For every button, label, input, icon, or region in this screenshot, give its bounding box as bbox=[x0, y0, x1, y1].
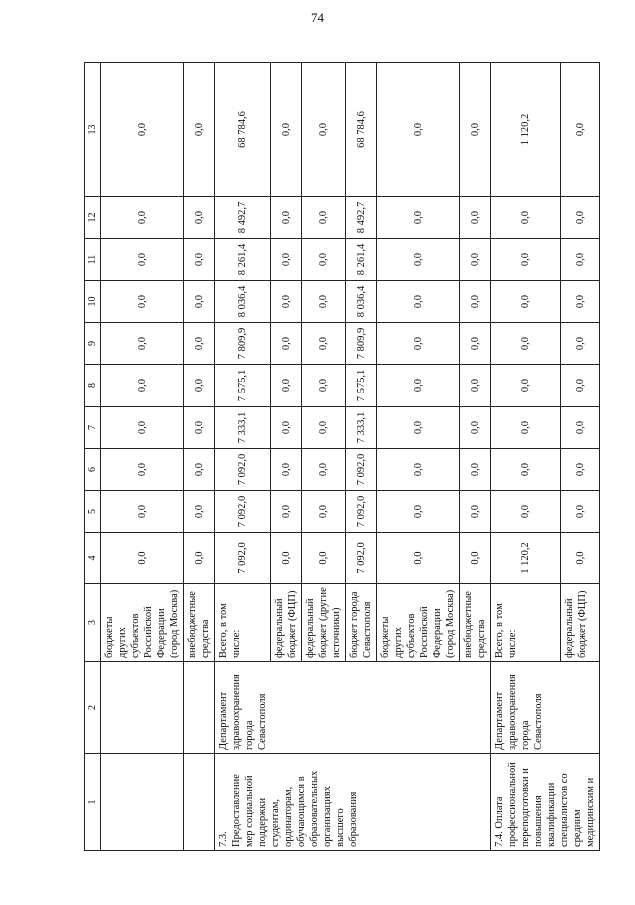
value-cell: 0,0 bbox=[184, 533, 215, 584]
value-cell: 0,0 bbox=[271, 449, 302, 491]
funding-source-cell: внебюджетные средства bbox=[184, 584, 215, 662]
value-cell: 7 092,0 bbox=[346, 491, 377, 533]
value-cell: 8 261,4 bbox=[346, 239, 377, 281]
value-cell: 0,0 bbox=[377, 449, 460, 491]
value-cell: 0,0 bbox=[491, 407, 561, 449]
column-number: 7 bbox=[85, 407, 101, 449]
value-cell: 0,0 bbox=[491, 239, 561, 281]
value-cell: 0,0 bbox=[271, 197, 302, 239]
value-cell: 0,0 bbox=[184, 407, 215, 449]
value-cell: 0,0 bbox=[101, 407, 184, 449]
column-number: 2 bbox=[85, 662, 101, 754]
value-cell: 1 120,2 bbox=[491, 63, 561, 197]
value-cell: 0,0 bbox=[184, 323, 215, 365]
funding-source-cell: федеральный бюджет (ФЦП) bbox=[271, 584, 302, 662]
value-cell: 0,0 bbox=[184, 239, 215, 281]
value-cell: 0,0 bbox=[184, 197, 215, 239]
value-cell: 0,0 bbox=[460, 63, 491, 197]
value-cell: 0,0 bbox=[491, 365, 561, 407]
value-cell: 0,0 bbox=[101, 533, 184, 584]
value-cell: 0,0 bbox=[184, 365, 215, 407]
column-number-row bbox=[85, 63, 101, 851]
funding-source-cell: бюджеты других субъектов Российской Федерации (город Москва) bbox=[377, 584, 460, 662]
rotated-table-frame bbox=[84, 63, 596, 851]
value-cell: 0,0 bbox=[101, 491, 184, 533]
value-cell: 7 575,1 bbox=[346, 365, 377, 407]
value-cell: 0,0 bbox=[184, 63, 215, 197]
value-cell: 0,0 bbox=[561, 449, 600, 491]
column-number: 10 bbox=[85, 281, 101, 323]
value-cell: 8 036,4 bbox=[215, 281, 271, 323]
value-cell: 0,0 bbox=[184, 281, 215, 323]
value-cell: 0,0 bbox=[302, 407, 346, 449]
funding-source-cell: бюджеты других субъектов Российской Федерации (город Москва) bbox=[101, 584, 184, 662]
value-cell: 0,0 bbox=[302, 323, 346, 365]
table-body bbox=[85, 63, 600, 851]
value-cell: 0,0 bbox=[101, 239, 184, 281]
column-number: 11 bbox=[85, 239, 101, 281]
value-cell: 0,0 bbox=[271, 365, 302, 407]
value-cell: 0,0 bbox=[561, 365, 600, 407]
value-cell: 0,0 bbox=[271, 323, 302, 365]
value-cell: 0,0 bbox=[101, 197, 184, 239]
funding-source-cell: федеральный бюджет (другие источники) bbox=[302, 584, 346, 662]
table-row bbox=[215, 63, 271, 851]
value-cell: 8 492,7 bbox=[215, 197, 271, 239]
value-cell: 0,0 bbox=[491, 197, 561, 239]
value-cell: 0,0 bbox=[377, 197, 460, 239]
column-number: 6 bbox=[85, 449, 101, 491]
funding-source-cell: федеральный бюджет (ФЦП) bbox=[561, 584, 600, 662]
column-number: 9 bbox=[85, 323, 101, 365]
value-cell: 8 492,7 bbox=[346, 197, 377, 239]
value-cell: 0,0 bbox=[101, 449, 184, 491]
funding-source-cell: Всего, в том числе: bbox=[215, 584, 271, 662]
executor-cell bbox=[101, 662, 184, 754]
executor-cell: Департамент здравоохранения города Севастополя bbox=[491, 662, 600, 754]
value-cell: 0,0 bbox=[491, 323, 561, 365]
executor-cell: Департамент здравоохранения города Севастополя bbox=[215, 662, 491, 754]
measure-cell bbox=[184, 754, 215, 851]
value-cell: 7 809,9 bbox=[215, 323, 271, 365]
value-cell: 0,0 bbox=[184, 449, 215, 491]
value-cell: 0,0 bbox=[101, 365, 184, 407]
column-number: 5 bbox=[85, 491, 101, 533]
measure-cell: 7.4. Оплата профессиональной переподготовки и повышения квалификации специалистов со средним медицинским и bbox=[491, 754, 600, 851]
value-cell: 0,0 bbox=[460, 239, 491, 281]
value-cell: 0,0 bbox=[561, 491, 600, 533]
column-number: 13 bbox=[85, 63, 101, 197]
value-cell: 0,0 bbox=[561, 323, 600, 365]
value-cell: 0,0 bbox=[460, 197, 491, 239]
value-cell: 0,0 bbox=[184, 491, 215, 533]
value-cell: 7 092,0 bbox=[215, 491, 271, 533]
value-cell: 7 092,0 bbox=[215, 533, 271, 584]
value-cell: 68 784,6 bbox=[215, 63, 271, 197]
value-cell: 0,0 bbox=[101, 281, 184, 323]
value-cell: 0,0 bbox=[460, 533, 491, 584]
value-cell: 0,0 bbox=[302, 63, 346, 197]
funding-source-cell: внебюджетные средства bbox=[460, 584, 491, 662]
value-cell: 0,0 bbox=[491, 281, 561, 323]
value-cell: 0,0 bbox=[561, 239, 600, 281]
page-number: 74 bbox=[311, 10, 324, 25]
value-cell: 0,0 bbox=[302, 491, 346, 533]
table-row bbox=[184, 63, 215, 851]
value-cell: 0,0 bbox=[491, 491, 561, 533]
value-cell: 0,0 bbox=[377, 63, 460, 197]
value-cell: 0,0 bbox=[101, 63, 184, 197]
value-cell: 7 092,0 bbox=[346, 533, 377, 584]
value-cell: 0,0 bbox=[271, 239, 302, 281]
measure-cell bbox=[101, 754, 184, 851]
column-number: 1 bbox=[85, 754, 101, 851]
value-cell: 0,0 bbox=[377, 365, 460, 407]
table-row bbox=[101, 63, 184, 851]
value-cell: 0,0 bbox=[271, 533, 302, 584]
value-cell: 0,0 bbox=[271, 281, 302, 323]
value-cell: 68 784,6 bbox=[346, 63, 377, 197]
table-row bbox=[491, 63, 561, 851]
measure-cell: 7.3. Предоставление мер социальной поддержки студентам, ординаторам, обучающимся в образовательных организациях высшего образования bbox=[215, 754, 491, 851]
value-cell: 0,0 bbox=[302, 365, 346, 407]
value-cell: 8 036,4 bbox=[346, 281, 377, 323]
value-cell: 7 092,0 bbox=[346, 449, 377, 491]
value-cell: 0,0 bbox=[561, 63, 600, 197]
value-cell: 0,0 bbox=[460, 407, 491, 449]
funding-source-cell: бюджет города Севастополя bbox=[346, 584, 377, 662]
value-cell: 0,0 bbox=[561, 407, 600, 449]
value-cell: 0,0 bbox=[302, 239, 346, 281]
value-cell: 0,0 bbox=[377, 281, 460, 323]
value-cell: 7 333,1 bbox=[346, 407, 377, 449]
executor-cell bbox=[184, 662, 215, 754]
value-cell: 0,0 bbox=[101, 323, 184, 365]
value-cell: 0,0 bbox=[460, 449, 491, 491]
value-cell: 0,0 bbox=[491, 449, 561, 491]
value-cell: 0,0 bbox=[302, 281, 346, 323]
value-cell: 0,0 bbox=[302, 197, 346, 239]
value-cell: 0,0 bbox=[271, 407, 302, 449]
value-cell: 0,0 bbox=[271, 63, 302, 197]
value-cell: 0,0 bbox=[561, 533, 600, 584]
value-cell: 7 333,1 bbox=[215, 407, 271, 449]
budget-table bbox=[84, 62, 600, 851]
value-cell: 0,0 bbox=[460, 491, 491, 533]
value-cell: 0,0 bbox=[271, 491, 302, 533]
value-cell: 0,0 bbox=[377, 407, 460, 449]
value-cell: 0,0 bbox=[377, 323, 460, 365]
column-number: 3 bbox=[85, 584, 101, 662]
value-cell: 7 092,0 bbox=[215, 449, 271, 491]
value-cell: 0,0 bbox=[377, 533, 460, 584]
value-cell: 0,0 bbox=[561, 197, 600, 239]
value-cell: 0,0 bbox=[302, 449, 346, 491]
value-cell: 7 575,1 bbox=[215, 365, 271, 407]
funding-source-cell: Всего, в том числе: bbox=[491, 584, 561, 662]
value-cell: 0,0 bbox=[460, 281, 491, 323]
value-cell: 7 809,9 bbox=[346, 323, 377, 365]
value-cell: 1 120,2 bbox=[491, 533, 561, 584]
value-cell: 0,0 bbox=[460, 365, 491, 407]
column-number: 12 bbox=[85, 197, 101, 239]
rotated-table bbox=[84, 63, 596, 851]
value-cell: 8 261,4 bbox=[215, 239, 271, 281]
column-number: 4 bbox=[85, 533, 101, 584]
value-cell: 0,0 bbox=[377, 491, 460, 533]
value-cell: 0,0 bbox=[460, 323, 491, 365]
value-cell: 0,0 bbox=[377, 239, 460, 281]
value-cell: 0,0 bbox=[561, 281, 600, 323]
value-cell: 0,0 bbox=[302, 533, 346, 584]
column-number: 8 bbox=[85, 365, 101, 407]
